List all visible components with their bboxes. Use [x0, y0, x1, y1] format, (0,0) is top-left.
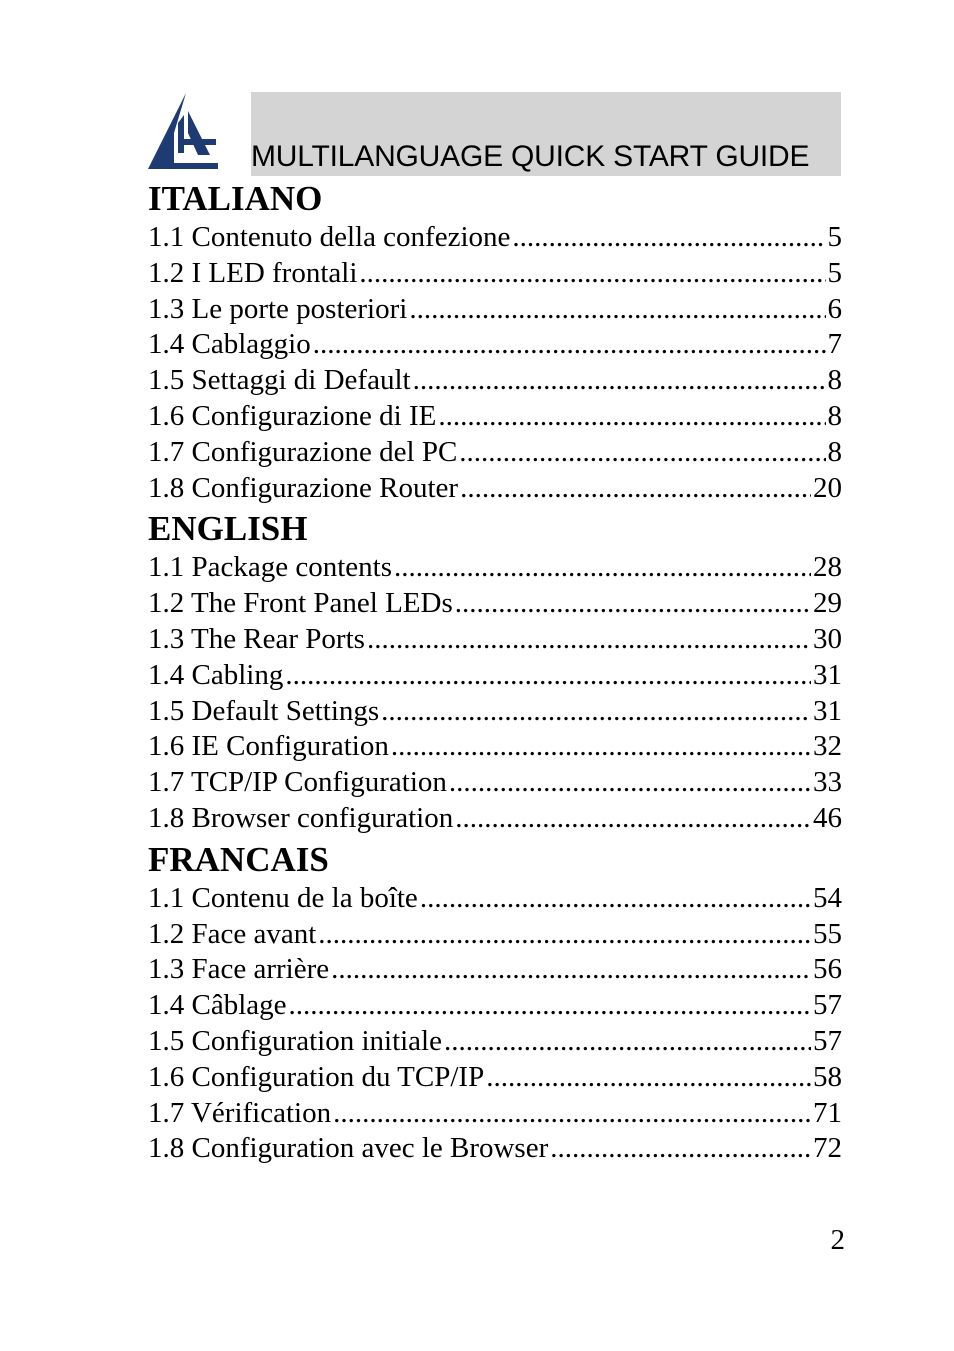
toc-dot-leader [313, 327, 826, 363]
toc-entry-label: 1.7 Vérification [148, 1096, 332, 1129]
toc-entry-label: 1.4 Câblage [148, 989, 287, 1022]
toc-entry-page: 6 [827, 292, 842, 325]
toc-entry-page: 29 [813, 587, 842, 620]
guide-title: MULTILANGUAGE QUICK START GUIDE [251, 140, 810, 173]
toc-entry[interactable] [148, 292, 842, 328]
toc-dot-leader [359, 256, 825, 292]
toc-entry-page: 5 [827, 221, 842, 253]
toc-entry[interactable] [148, 399, 842, 435]
toc-dot-leader [455, 801, 811, 837]
toc-entry-page: 56 [813, 953, 842, 986]
toc-dot-leader [285, 658, 811, 694]
toc-entry[interactable] [148, 1096, 842, 1132]
toc-dot-leader [394, 550, 811, 586]
toc-entry-label: 1.4 Cablaggio [148, 328, 311, 361]
toc-entry[interactable] [148, 586, 842, 622]
table-of-contents [148, 176, 842, 1167]
toc-entry-page: 8 [827, 364, 842, 397]
toc-entry-label: 1.1 Contenuto della confezione [148, 221, 511, 253]
toc-entry-label: 1.6 IE Configuration [148, 730, 389, 763]
toc-entry-page: 57 [813, 989, 842, 1022]
toc-dot-leader [333, 1096, 811, 1132]
toc-dot-leader [455, 586, 811, 622]
toc-entry[interactable] [148, 801, 842, 837]
toc-entry-label: 1.8 Configurazione Router [148, 471, 459, 504]
toc-entry-label: 1.5 Settaggi di Default [148, 364, 411, 397]
toc-entry-label: 1.2 The Front Panel LEDs [148, 587, 453, 620]
toc-dot-leader [512, 220, 825, 256]
toc-dot-leader [413, 363, 826, 399]
toc-entry-label: 1.3 The Rear Ports [148, 622, 365, 655]
toc-entry-page: 58 [813, 1060, 842, 1093]
atlantis-logo-icon [148, 93, 220, 171]
section-heading: FRANCAIS [148, 839, 329, 879]
toc-entry-page: 54 [813, 881, 842, 914]
toc-entry-page: 5 [827, 256, 842, 289]
toc-entry-label: 1.1 Contenu de la boîte [148, 881, 418, 914]
toc-entry[interactable] [148, 1131, 842, 1167]
toc-entry-page: 57 [813, 1024, 842, 1057]
toc-entry-label: 1.8 Configuration avec le Browser [148, 1132, 549, 1165]
toc-entry-label: 1.3 Face arrière [148, 953, 330, 986]
toc-dot-leader [391, 729, 811, 765]
toc-entry[interactable] [148, 471, 842, 507]
toc-entry-page: 32 [813, 730, 842, 763]
toc-entry[interactable] [148, 256, 842, 292]
toc-dot-leader [420, 881, 811, 917]
toc-entry-label: 1.3 Le porte posteriori [148, 292, 408, 325]
toc-dot-leader [381, 694, 811, 730]
toc-entry[interactable] [148, 1060, 842, 1096]
toc-entry[interactable] [148, 988, 842, 1024]
toc-dot-leader [550, 1131, 811, 1167]
toc-entry[interactable] [148, 881, 842, 917]
toc-entry-page: 72 [813, 1132, 842, 1165]
toc-entry-page: 8 [827, 435, 842, 468]
toc-entry-page: 8 [827, 399, 842, 432]
toc-entry[interactable] [148, 327, 842, 363]
toc-dot-leader [367, 622, 811, 658]
toc-entry[interactable] [148, 658, 842, 694]
toc-entry-label: 1.7 TCP/IP Configuration [148, 766, 447, 799]
toc-entry-page: 28 [813, 551, 842, 584]
toc-dot-leader [460, 471, 811, 507]
toc-dot-leader [444, 1024, 811, 1060]
toc-entry[interactable] [148, 952, 842, 988]
toc-entry-label: 1.5 Configuration initiale [148, 1024, 442, 1057]
toc-entry[interactable] [148, 694, 842, 730]
toc-entry-label: 1.6 Configurazione di IE [148, 399, 437, 432]
section-heading: ENGLISH [148, 509, 308, 549]
toc-entry-page: 71 [813, 1096, 842, 1129]
toc-entry[interactable] [148, 220, 842, 256]
section-heading: ITALIANO [148, 179, 323, 218]
toc-entry-page: 30 [813, 622, 842, 655]
toc-dot-leader [289, 988, 811, 1024]
toc-entry-label: 1.2 I LED frontali [148, 256, 358, 289]
toc-entry-label: 1.5 Default Settings [148, 694, 380, 727]
toc-entry-label: 1.8 Browser configuration [148, 801, 454, 834]
toc-entry-page: 31 [813, 658, 842, 691]
toc-entry-label: 1.4 Cabling [148, 658, 284, 691]
toc-entry[interactable] [148, 1024, 842, 1060]
toc-entry-label: 1.1 Package contents [148, 551, 393, 584]
toc-entry[interactable] [148, 550, 842, 586]
toc-entry-label: 1.7 Configurazione del PC [148, 435, 458, 468]
toc-dot-leader [331, 952, 811, 988]
toc-entry-page: 31 [813, 694, 842, 727]
page-number: 2 [830, 1224, 845, 1256]
toc-entry[interactable] [148, 729, 842, 765]
toc-entry-label: 1.6 Configuration du TCP/IP [148, 1060, 485, 1093]
toc-entry[interactable] [148, 622, 842, 658]
toc-dot-leader [459, 435, 825, 471]
toc-entry-page: 46 [813, 801, 842, 834]
toc-entry-page: 33 [813, 766, 842, 799]
toc-entry[interactable] [148, 765, 842, 801]
toc-entry-label: 1.2 Face avant [148, 917, 317, 950]
toc-dot-leader [438, 399, 825, 435]
toc-entry-page: 20 [813, 471, 842, 504]
toc-entry[interactable] [148, 435, 842, 471]
toc-entry-page: 55 [813, 917, 842, 950]
toc-entry-page: 7 [827, 328, 842, 361]
toc-dot-leader [318, 917, 811, 953]
toc-entry[interactable] [148, 363, 842, 399]
toc-entry[interactable] [148, 917, 842, 953]
toc-dot-leader [449, 765, 811, 801]
toc-dot-leader [409, 292, 825, 328]
toc-dot-leader [486, 1060, 811, 1096]
